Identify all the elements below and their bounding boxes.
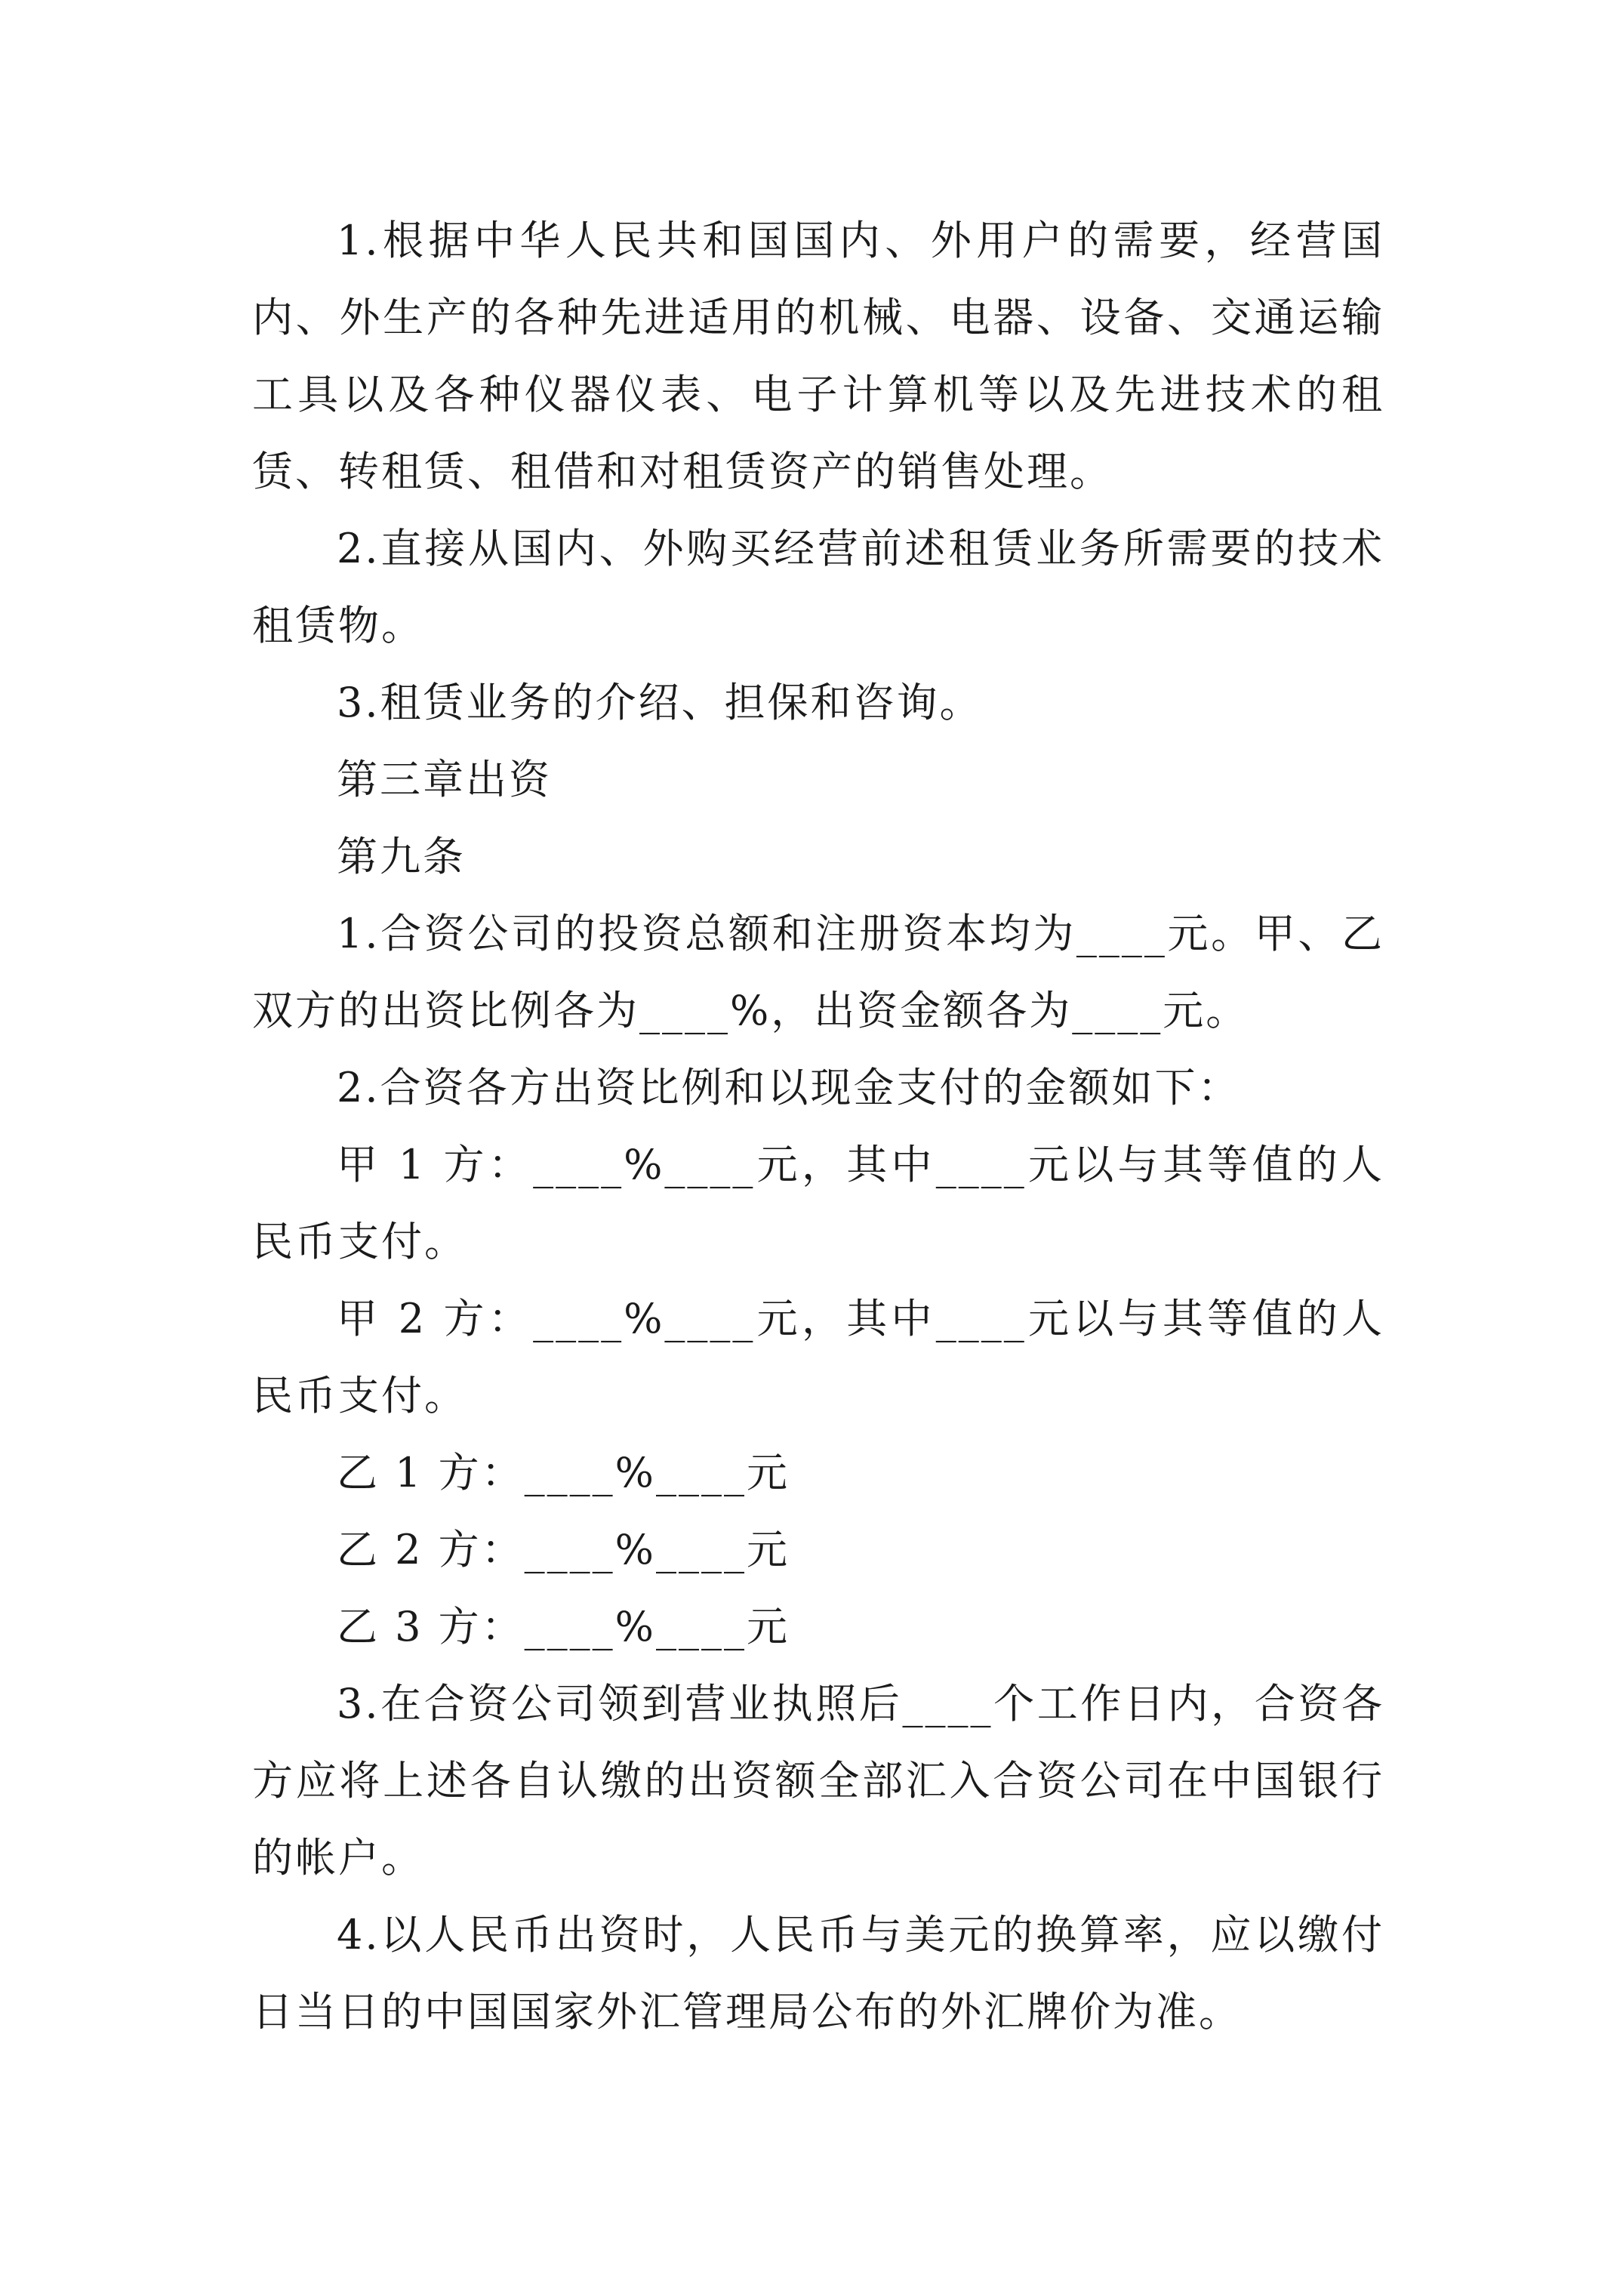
paragraph-business-scope-1: 1.根据中华人民共和国国内、外用户的需要，经营国内、外生产的各种先进适用的机械、电器、设备、交通运输工具以及各种仪器仪表、电子计算机等以及先进技术的租赁、转租赁、租借和对租赁资产的销售处理。 xyxy=(252,217,1384,495)
party-a1-contribution: 甲 1 方：____%____元，其中____元以与其等值的人民币支付。 xyxy=(252,1141,1384,1265)
party-a2-contribution: 甲 2 方：____%____元，其中____元以与其等值的人民币支付。 xyxy=(252,1295,1384,1419)
paragraph-business-scope-2: 2.直接从国内、外购买经营前述租赁业务所需要的技术租赁物。 xyxy=(252,525,1384,649)
party-b2-contribution: 乙 2 方：____%____元 xyxy=(337,1526,790,1573)
chapter-heading: 第三章出资 xyxy=(337,756,552,803)
paragraph-exchange-rate: 4.以人民币出资时，人民币与美元的换算率，应以缴付日当日的中国国家外汇管理局公布的外汇牌价为准。 xyxy=(252,1911,1384,2036)
paragraph-total-investment: 1.合资公司的投资总额和注册资本均为____元。甲、乙双方的出资比例各为____%，出资金额各为____元。 xyxy=(252,910,1384,1034)
paragraph-contribution-ratio: 2.合资各方出资比例和以现金支付的金额如下： xyxy=(337,1064,1241,1111)
party-b1-contribution: 乙 1 方：____%____元 xyxy=(337,1449,790,1496)
document-body xyxy=(252,202,1384,2051)
paragraph-payment-deadline: 3.在合资公司领到营业执照后____个工作日内，合资各方应将上述各自认缴的出资额全部汇入合资公司在中国银行的帐户。 xyxy=(252,1680,1384,1881)
paragraph-business-scope-3: 3.租赁业务的介绍、担保和咨询。 xyxy=(337,679,983,726)
article-heading: 第九条 xyxy=(337,833,466,880)
party-b3-contribution: 乙 3 方：____%____元 xyxy=(337,1603,790,1650)
